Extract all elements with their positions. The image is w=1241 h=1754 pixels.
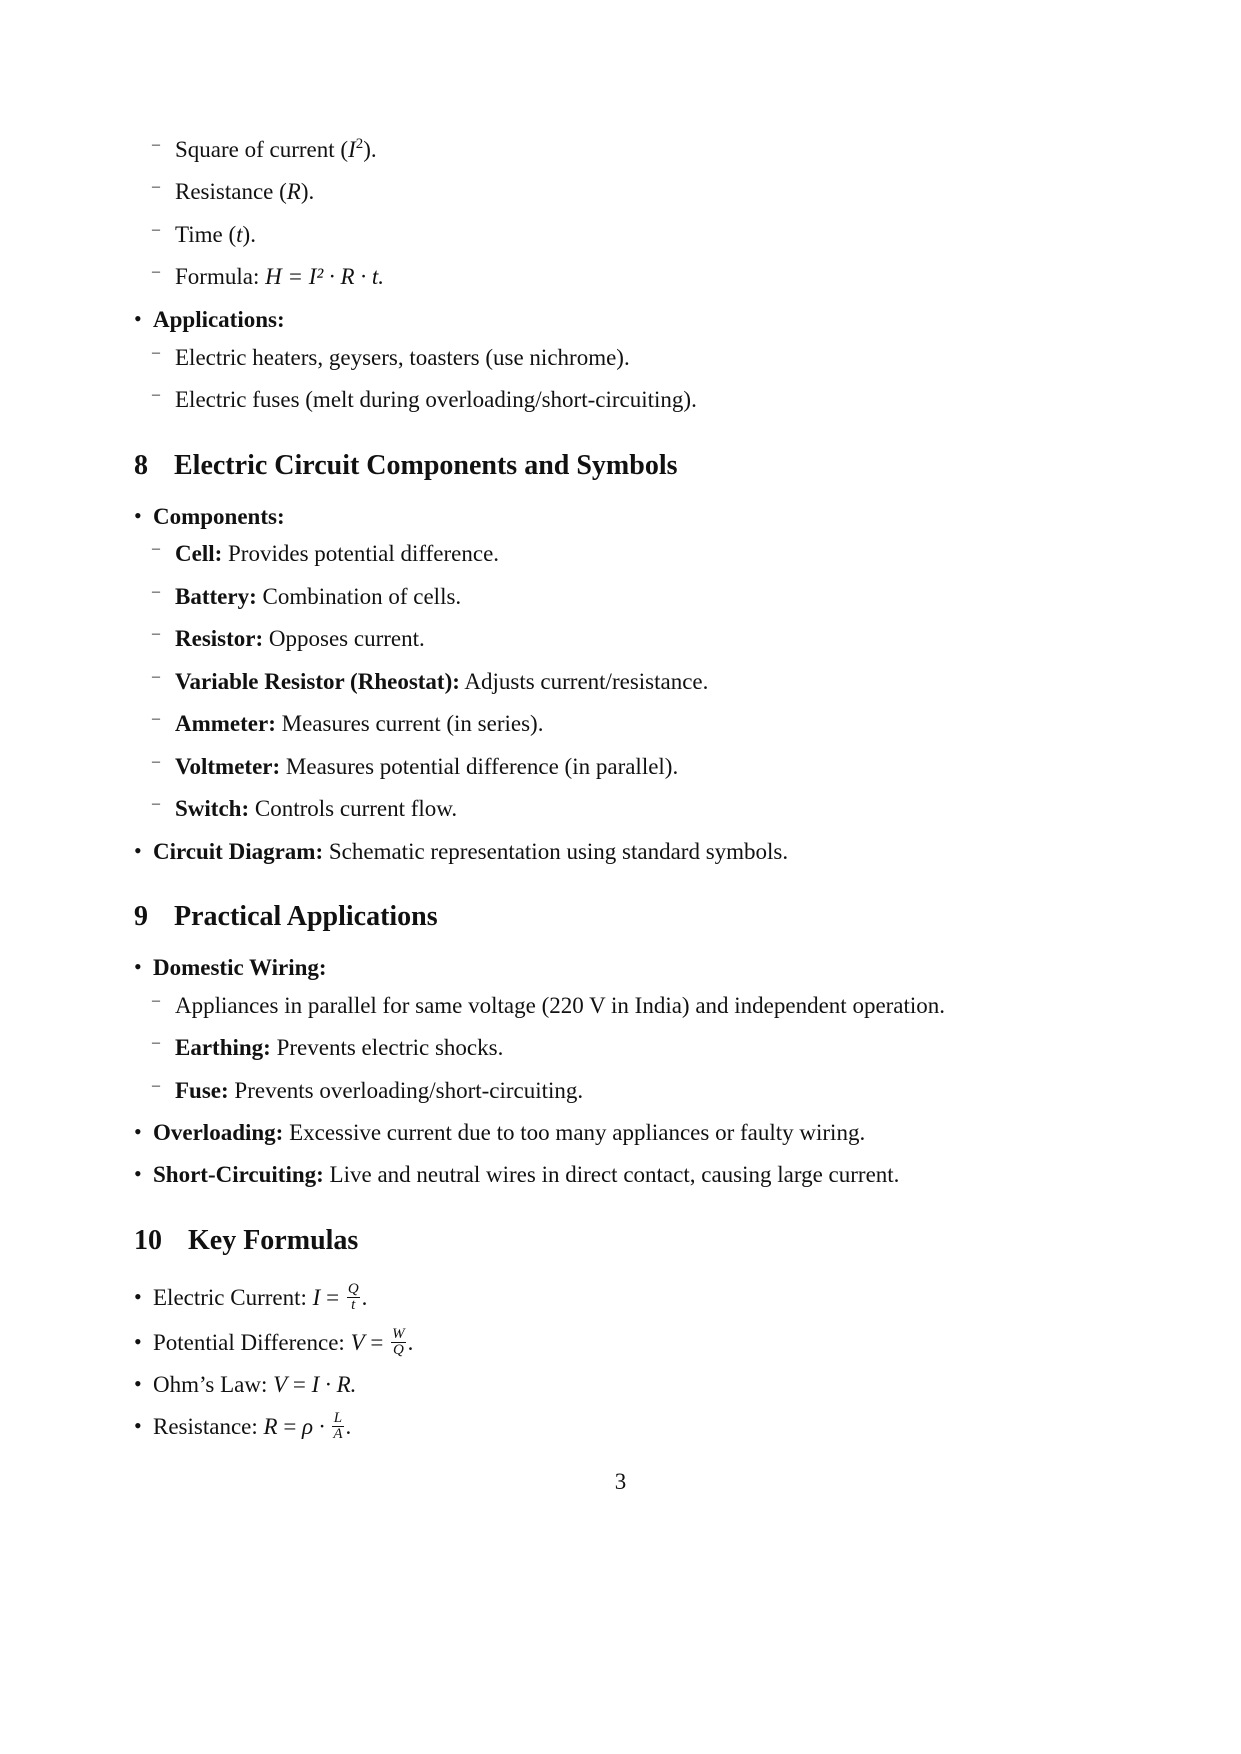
bullet-marker: • <box>134 1413 142 1438</box>
dash-marker: – <box>152 583 160 600</box>
list-item: Overloading: Excessive current due to too many appliances or faulty wiring. <box>153 1120 866 1145</box>
bullet-marker: • <box>134 1371 142 1396</box>
list-item-label: Applications: <box>153 307 285 332</box>
formula-item: Ohm’s Law: V = I · R. <box>153 1372 357 1397</box>
list-item: Voltmeter: Measures potential difference (in parallel). <box>175 754 679 779</box>
list-item: Square of current $(I^2)$. <box>175 136 377 162</box>
formula-item: Potential Difference: V = $\frac{W}{Q}$ . <box>153 1326 414 1359</box>
section-number: 9 <box>134 901 148 932</box>
dash-marker: – <box>152 178 160 195</box>
dash-marker: – <box>152 344 160 361</box>
list-item: Fuse: Prevents overloading/short-circuiting. <box>175 1078 584 1103</box>
list-item: Battery: Combination of cells. <box>175 584 462 609</box>
list-item: Appliances in parallel for same voltage (220 V in India) and independent operation. <box>175 993 946 1018</box>
section-title: Key Formulas <box>188 1225 359 1256</box>
list-item: Time (t). <box>175 222 256 247</box>
list-item-label: Domestic Wiring: <box>153 955 327 980</box>
list-item: Ammeter: Measures current (in series). <box>175 711 544 736</box>
list-item-label: Components: <box>153 504 285 529</box>
list-item: Short-Circuiting: Live and neutral wires in direct contact, causing large current. <box>153 1162 900 1187</box>
fraction: $\frac{Q}{t}$ <box>347 1281 359 1314</box>
bullet-marker: • <box>134 1284 142 1309</box>
bullet-marker: • <box>134 1161 142 1186</box>
page-number: 3 <box>614 1469 627 1494</box>
dash-marker: – <box>152 753 160 770</box>
list-item: Switch: Controls current flow. <box>175 796 458 821</box>
fraction: $\frac{W}{Q}$ <box>392 1326 405 1359</box>
formula-item: Electric Current: I = $\frac{Q}{t}$ . <box>153 1281 368 1314</box>
bullet-marker: • <box>134 503 142 528</box>
bullet-marker: • <box>134 1329 142 1354</box>
dash-marker: – <box>152 136 160 153</box>
dash-marker: – <box>152 668 160 685</box>
list-item: Electric heaters, geysers, toasters (use nichrome). <box>175 345 630 370</box>
section-heading <box>134 900 438 934</box>
list-item: Circuit Diagram: Schematic representation using standard symbols. <box>153 839 789 864</box>
dash-marker: – <box>152 992 160 1009</box>
dash-marker: – <box>152 1034 160 1051</box>
dash-marker: – <box>152 386 160 403</box>
list-item: Cell: Provides potential difference. <box>175 541 500 566</box>
list-item: Variable Resistor (Rheostat): Adjusts current/resistance. <box>175 669 709 694</box>
section-number: 10 <box>134 1225 162 1256</box>
bullet-marker: • <box>134 954 142 979</box>
section-title: Electric Circuit Components and Symbols <box>174 450 678 481</box>
section-number: 8 <box>134 450 148 481</box>
list-item: Resistance (R). <box>175 179 315 204</box>
dash-marker: – <box>152 1077 160 1094</box>
dash-marker: – <box>152 625 160 642</box>
formula-item: Resistance: R = ρ · $\frac{L}{A}$ . <box>153 1410 352 1443</box>
dash-marker: – <box>152 540 160 557</box>
list-item: Resistor: Opposes current. <box>175 626 425 651</box>
bullet-marker: • <box>134 306 142 331</box>
dash-marker: – <box>152 710 160 727</box>
section-heading <box>134 449 678 483</box>
section-title: Practical Applications <box>174 901 438 932</box>
list-item: Formula: H = I² · R · t. <box>175 264 384 289</box>
list-item: Electric fuses (melt during overloading/short-circuiting). <box>175 387 697 412</box>
dash-marker: – <box>152 263 160 280</box>
bullet-marker: • <box>134 838 142 863</box>
list-item: Earthing: Prevents electric shocks. <box>175 1035 504 1060</box>
section-heading <box>134 1224 359 1258</box>
fraction: $\frac{L}{A}$ <box>333 1410 343 1443</box>
dash-marker: – <box>152 221 160 238</box>
bullet-marker: • <box>134 1119 142 1144</box>
dash-marker: – <box>152 795 160 812</box>
